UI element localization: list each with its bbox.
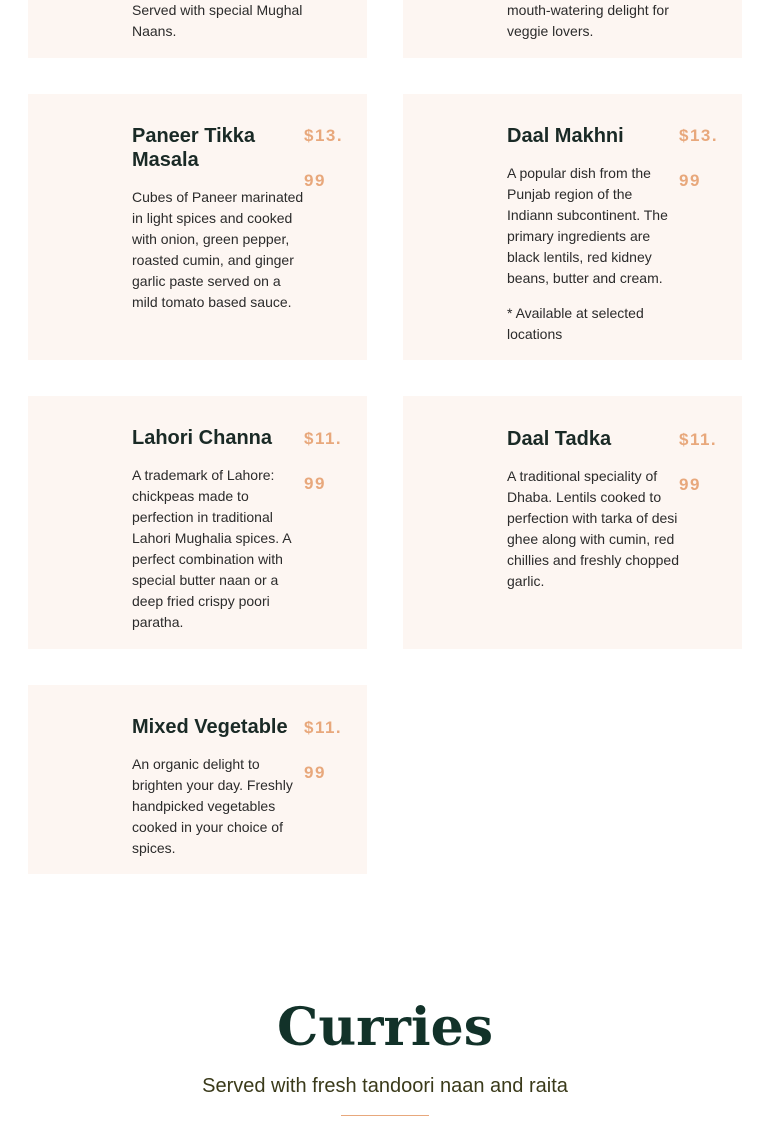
menu-item-description: A traditional speciality of Dhaba. Lentils cooked to perfection with tarka of desi ghee along with cumin, red chillies and freshly chopped garlic. [507,468,679,589]
menu-item-name: Daal Makhni [507,125,624,147]
menu-item-price: $11.99 [304,718,343,782]
menu-item-description: An organic delight to brighten your day. Freshly handpicked vegetables cooked in your choice of spices. [132,756,293,856]
menu-card-lahori-channa [28,396,367,649]
menu-item-description: A trademark of Lahore: chickpeas made to perfection in traditional Lahori Mughalia spices. A perfect combination with special butter naan or a deep fried crispy poori paratha. [132,467,291,630]
menu-item-price: $11.99 [679,430,718,494]
menu-item-name: Daal Tadka [507,428,612,450]
menu-card-mixed-vegetable [28,685,367,874]
section-subtitle: Served with fresh tandoori naan and raita [202,1075,568,1097]
menu-item-description: Served with special Mughal Naans. [132,2,303,39]
menu-item-description: mouth-watering delight for veggie lovers. [507,2,669,39]
section-divider [341,1115,429,1116]
menu-item-name: Lahori Channa [132,427,273,449]
menu-card-partial-left [28,0,367,58]
section-title: Curries [276,997,494,1058]
menu-item-availability-note: * Available at selected locations [507,305,644,342]
menu-card-daal-tadka [403,396,742,649]
menu-card-daal-makhni [403,94,742,360]
menu-item-name: Paneer Tikka Masala [132,125,256,171]
menu-item-price: $13.99 [679,126,719,190]
menu-item-price: $13.99 [304,126,344,190]
menu-card-paneer-tikka-masala [28,94,367,360]
menu-card-partial-right [403,0,742,58]
menu-item-name: Mixed Vegetable [132,716,288,738]
menu-item-description: A popular dish from the Punjab region of the Indiann subcontinent. The primary ingredients are black lentils, red kidney beans, butter and cream. [507,165,668,286]
menu-item-description: Cubes of Paneer marinated in light spices and cooked with onion, green pepper, roasted cumin, and ginger garlic paste served on a mild tomato based sauce. [132,189,304,310]
menu-item-price: $11.99 [304,429,343,493]
